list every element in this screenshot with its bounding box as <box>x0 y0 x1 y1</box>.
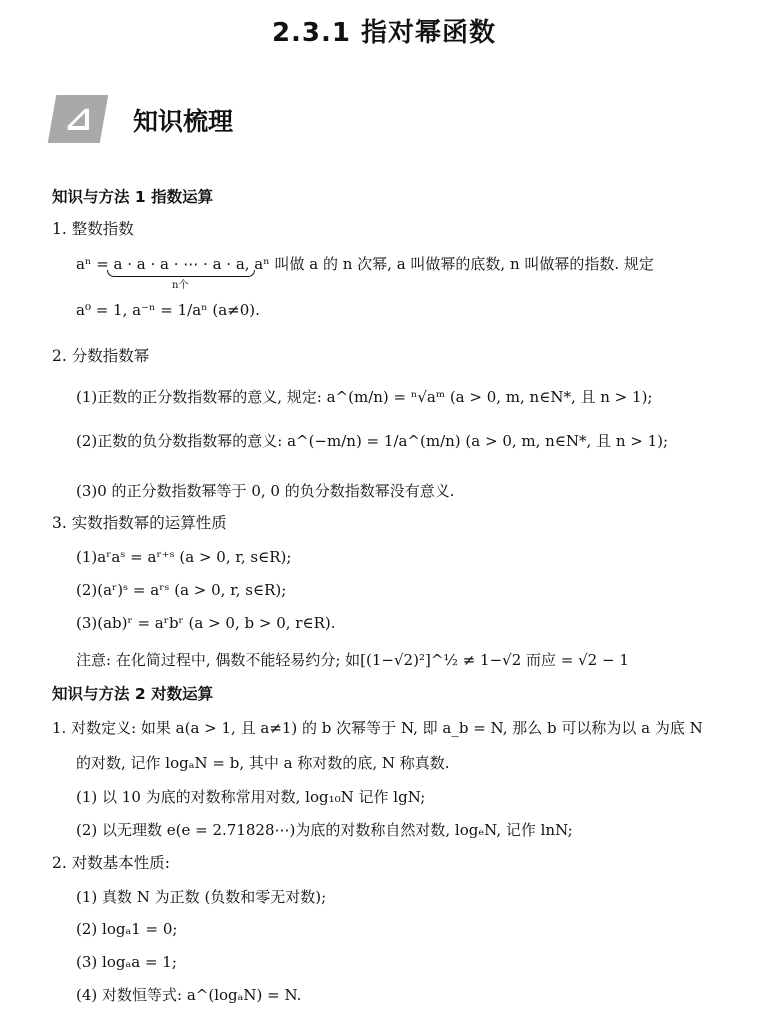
log-definition-line-1: 1. 对数定义: 如果 a(a > 1, 且 a≠1) 的 b 次幂等于 N, 即 a_b = N, 那么 b 可以称为以 a 为底 N <box>52 719 703 737</box>
method-2-heading: 知识与方法 2 对数运算 <box>52 685 214 703</box>
negative-fractional-rule: (2)正数的负分数指数幂的意义: a^(−m/n) = 1/a^(m/n) (a > 0, m, n∈N*, 且 n > 1); <box>76 432 669 450</box>
log-property-1: (1) 真数 N 为正数 (负数和零无对数); <box>76 888 327 906</box>
common-log-line: (1) 以 10 为底的对数称常用对数, log₁₀N 记作 lgN; <box>76 788 426 806</box>
positive-fractional-rule: (1)正数的正分数指数幂的意义, 规定: a^(m/n) = ⁿ√aᵐ (a > 0, m, n∈N*, 且 n > 1); <box>76 388 653 406</box>
log-definition-line-2: 的对数, 记作 logₐN = b, 其中 a 称对数的底, N 称真数. <box>76 754 450 772</box>
log-property-2: (2) logₐ1 = 0; <box>76 920 178 938</box>
method-1-heading: 知识与方法 1 指数运算 <box>52 188 214 206</box>
real-exponent-rule-3: (3)(ab)ʳ = aʳbʳ (a > 0, b > 0, r∈R). <box>76 614 336 632</box>
log-property-4: (4) 对数恒等式: a^(logₐN) = N. <box>76 986 302 1004</box>
natural-log-line: (2) 以无理数 e(e = 2.71828⋯)为底的对数称自然对数, logₑN, 记作 lnN; <box>76 821 573 839</box>
brace-note: n个 <box>172 280 189 291</box>
real-exponent-rule-1: (1)aʳaˢ = aʳ⁺ˢ (a > 0, r, s∈R); <box>76 548 292 566</box>
log-property-3: (3) logₐa = 1; <box>76 953 177 971</box>
book-corner-icon: ⊿ <box>48 95 108 143</box>
integer-exponent-definition: aⁿ = a · a · a · ⋯ · a · a, aⁿ 叫做 a 的 n 次幂, a 叫做幂的底数, n 叫做幂的指数. 规定 <box>76 255 654 273</box>
zero-fractional-rule: (3)0 的正分数指数幂等于 0, 0 的负分数指数幂没有意义. <box>76 482 455 500</box>
integer-exponent-heading: 1. 整数指数 <box>52 220 134 238</box>
real-exponent-heading: 3. 实数指数幂的运算性质 <box>52 514 227 532</box>
note-line: 注意: 在化简过程中, 偶数不能轻易约分; 如[(1−√2)²]^½ ≠ 1−√2 而应 = √2 − 1 <box>76 651 629 669</box>
fractional-exponent-heading: 2. 分数指数幂 <box>52 347 150 365</box>
section-heading: 知识梳理 <box>133 107 234 136</box>
real-exponent-rule-2: (2)(aʳ)ˢ = aʳˢ (a > 0, r, s∈R); <box>76 581 287 599</box>
page-title: 2.3.1 指对幂函数 <box>271 18 497 48</box>
log-properties-heading: 2. 对数基本性质: <box>52 854 170 872</box>
zero-negative-exponent-rule: a⁰ = 1, a⁻ⁿ = 1/aⁿ (a≠0). <box>76 301 260 319</box>
